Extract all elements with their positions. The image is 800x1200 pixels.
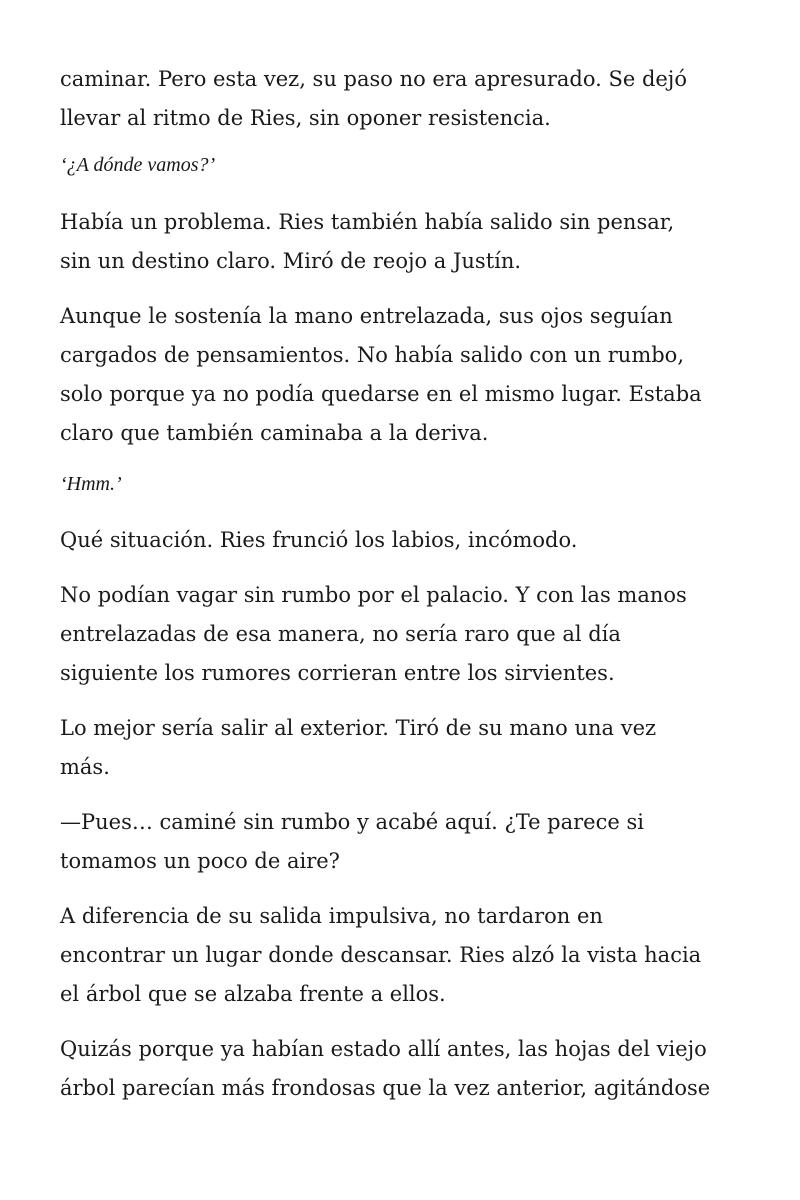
- text-line: tomamos un poco de aire?: [60, 849, 340, 873]
- text-line: encontrar un lugar donde descansar. Ries alzó la vista hacia: [60, 943, 702, 967]
- text-line: caminar. Pero esta vez, su paso no era apresurado. Se dejó: [60, 67, 687, 91]
- text-line: No podían vagar sin rumbo por el palacio. Y con las manos: [60, 583, 687, 607]
- text-line: Lo mejor sería salir al exterior. Tiró de su mano una vez: [60, 716, 657, 740]
- text-line: A diferencia de su salida impulsiva, no tardaron en: [60, 904, 603, 928]
- text-line: árbol parecían más frondosas que la vez anterior, agitándose: [60, 1076, 711, 1100]
- text-line: sin un destino claro. Miró de reojo a Justín.: [60, 249, 522, 273]
- paragraph-2: [60, 203, 750, 281]
- text-line: ‘Hmm.’: [60, 473, 122, 495]
- paragraph-5: [60, 576, 750, 693]
- text-line: el árbol que se alzaba frente a ellos.: [60, 982, 446, 1006]
- text-line: —Pues… caminé sin rumbo y acabé aquí. ¿Te parece si: [60, 810, 644, 834]
- text-line: cargados de pensamientos. No había salido con un rumbo,: [60, 343, 685, 367]
- text-line: entrelazadas de esa manera, no sería raro que al día: [60, 622, 621, 646]
- paragraph-6: [60, 709, 750, 787]
- text-line: Aunque le sostenía la mano entrelazada, sus ojos seguían: [60, 304, 673, 328]
- text-line: claro que también caminaba a la deriva.: [60, 421, 489, 445]
- text-line: llevar al ritmo de Ries, sin oponer resistencia.: [60, 106, 551, 130]
- paragraph-7: [60, 897, 750, 1014]
- text-line: Quizás porque ya habían estado allí antes, las hojas del viejo: [60, 1037, 707, 1061]
- text-line: siguiente los rumores corrieran entre los sirvientes.: [60, 661, 615, 685]
- text-line: Qué situación. Ries frunció los labios, incómodo.: [60, 528, 578, 552]
- paragraph-1: [60, 60, 750, 138]
- text-line: ‘¿A dónde vamos?’: [60, 154, 216, 176]
- text-line: Había un problema. Ries también había salido sin pensar,: [60, 210, 675, 234]
- inner-thought-1: [60, 150, 750, 180]
- dialogue-line: [60, 803, 750, 881]
- book-page: [60, 60, 750, 1124]
- text-line: solo porque ya no podía quedarse en el mismo lugar. Estaba: [60, 382, 702, 406]
- paragraph-8: [60, 1030, 750, 1108]
- inner-thought-2: [60, 469, 750, 499]
- paragraph-3: [60, 297, 750, 453]
- paragraph-4: [60, 521, 750, 560]
- text-line: más.: [60, 755, 110, 779]
